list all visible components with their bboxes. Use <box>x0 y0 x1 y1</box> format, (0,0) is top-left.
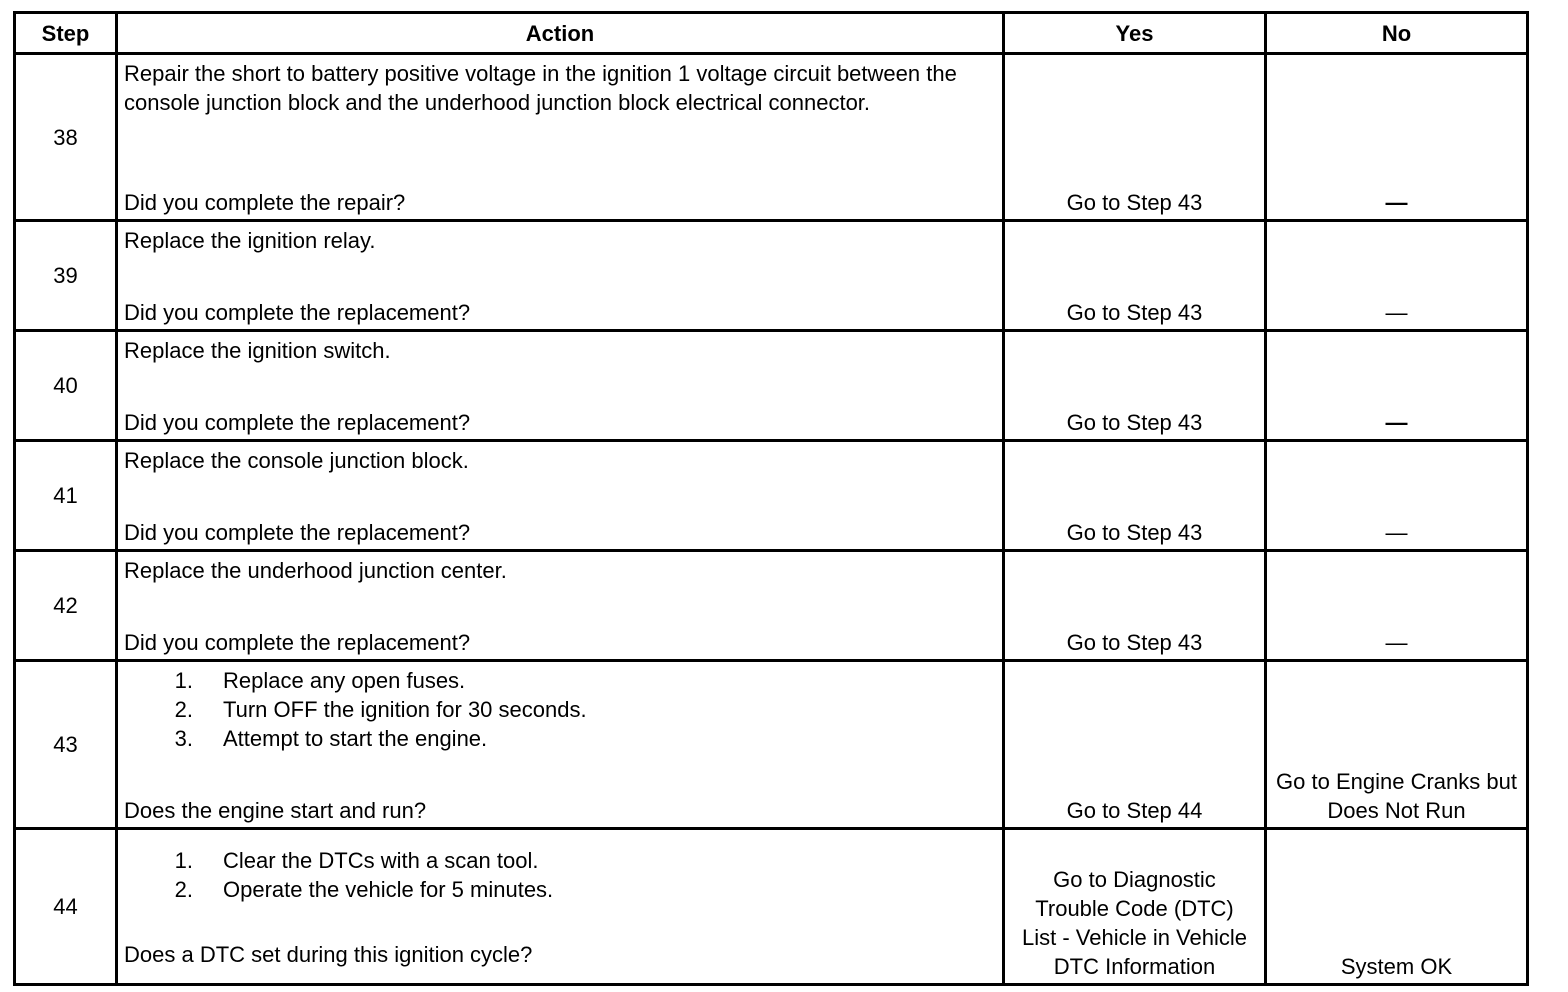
header-yes: Yes <box>1004 13 1266 54</box>
yes-result: Go to Step 44 <box>1004 661 1266 829</box>
no-result: — <box>1266 441 1528 551</box>
table-row <box>15 441 1528 551</box>
action-question: Did you complete the replacement? <box>124 520 471 545</box>
list-number: 2. <box>174 697 193 722</box>
action-question: Did you complete the repair? <box>124 190 406 215</box>
action-question: Does the engine start and run? <box>124 798 427 823</box>
action-question: Did you complete the replacement? <box>124 630 471 655</box>
header-action: Action <box>117 13 1004 54</box>
action-question: Did you complete the replacement? <box>124 410 471 435</box>
table-row <box>15 551 1528 661</box>
yes-result: Go to Step 43 <box>1004 441 1266 551</box>
action-cell <box>117 54 1004 221</box>
list-number: 1. <box>174 848 193 873</box>
list-text: Attempt to start the engine. <box>223 726 488 751</box>
step-number: 44 <box>15 829 117 985</box>
no-result: — <box>1266 331 1528 441</box>
action-text: Replace the ignition switch. <box>124 338 391 363</box>
action-question: Did you complete the replacement? <box>124 300 471 325</box>
no-result: — <box>1266 221 1528 331</box>
list-number: 1. <box>174 668 193 693</box>
action-steps <box>124 666 996 753</box>
list-item <box>124 724 996 753</box>
table-row <box>15 661 1528 829</box>
no-result: — <box>1266 551 1528 661</box>
yes-result: Go to Step 43 <box>1004 551 1266 661</box>
no-result: Go to Engine Cranks but Does Not Run <box>1266 661 1528 829</box>
action-cell <box>117 661 1004 829</box>
list-number: 2. <box>174 877 193 902</box>
header-no: No <box>1266 13 1528 54</box>
list-item <box>124 846 996 875</box>
action-text: Replace the ignition relay. <box>124 228 376 253</box>
diagnostic-table <box>13 11 1529 986</box>
table-row <box>15 221 1528 331</box>
step-number: 42 <box>15 551 117 661</box>
list-number: 3. <box>174 726 193 751</box>
action-cell <box>117 551 1004 661</box>
action-cell <box>117 829 1004 985</box>
header-step: Step <box>15 13 117 54</box>
step-number: 39 <box>15 221 117 331</box>
header-row <box>15 13 1528 54</box>
yes-result: Go to Diagnostic Trouble Code (DTC) List - Vehicle in Vehicle DTC Information <box>1004 829 1266 985</box>
action-text: Replace the console junction block. <box>124 448 469 473</box>
list-text: Turn OFF the ignition for 30 seconds. <box>223 697 587 722</box>
list-item <box>124 666 996 695</box>
table-row <box>15 829 1528 985</box>
yes-result: Go to Step 43 <box>1004 221 1266 331</box>
action-steps <box>124 846 996 904</box>
step-number: 40 <box>15 331 117 441</box>
action-cell <box>117 441 1004 551</box>
no-result: — <box>1266 54 1528 221</box>
list-text: Replace any open fuses. <box>223 668 466 693</box>
list-text: Operate the vehicle for 5 minutes. <box>223 877 554 902</box>
yes-result: Go to Step 43 <box>1004 54 1266 221</box>
action-cell <box>117 221 1004 331</box>
step-number: 38 <box>15 54 117 221</box>
table-row <box>15 331 1528 441</box>
list-item <box>124 695 996 724</box>
action-text: Replace the underhood junction center. <box>124 558 507 583</box>
action-cell <box>117 331 1004 441</box>
yes-result: Go to Step 43 <box>1004 331 1266 441</box>
action-question: Does a DTC set during this ignition cycle? <box>124 942 533 967</box>
action-text: Repair the short to battery positive voltage in the ignition 1 voltage circuit between the console junction block and the underhood junction block electrical connector. <box>124 61 957 115</box>
list-text: Clear the DTCs with a scan tool. <box>223 848 539 873</box>
step-number: 41 <box>15 441 117 551</box>
step-number: 43 <box>15 661 117 829</box>
list-item <box>124 875 996 904</box>
table-row <box>15 54 1528 221</box>
no-result: System OK <box>1266 829 1528 985</box>
